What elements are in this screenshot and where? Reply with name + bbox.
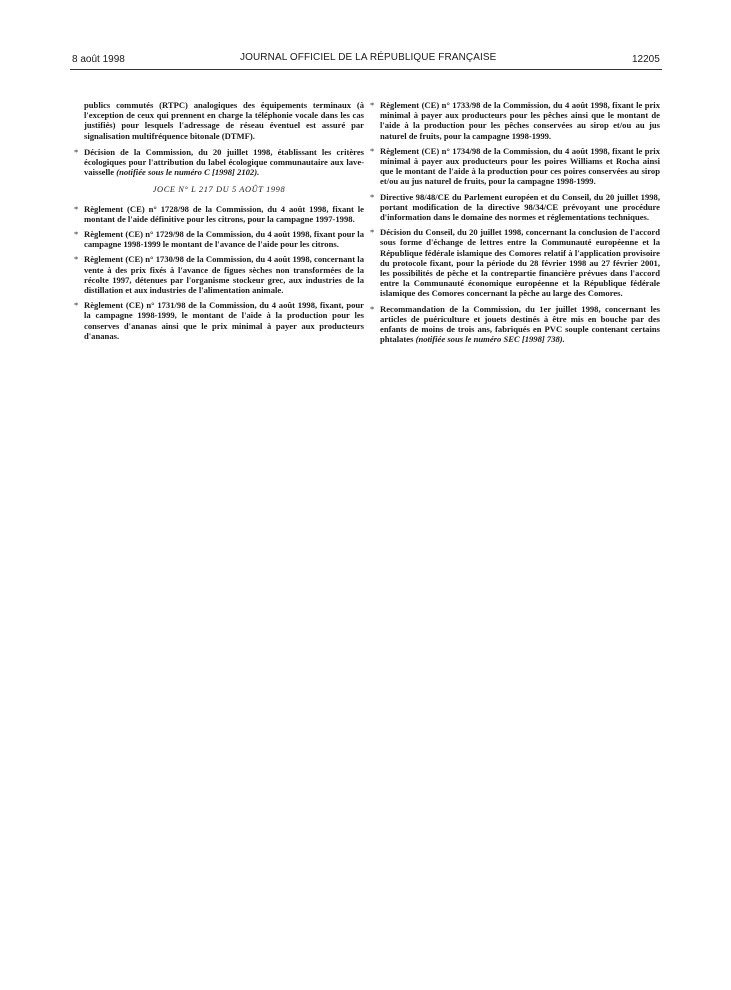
bullet-asterisk: *: [370, 303, 375, 314]
entry-note: (notifiée sous le numéro C [1998] 2102).: [116, 167, 260, 178]
page-header: [0, 52, 731, 68]
bullet-asterisk: *: [74, 254, 79, 265]
bullet-asterisk: *: [74, 229, 79, 240]
entry-text: Règlement (CE) n° 1730/98 de la Commission, du 4 août 1998, concernant la vente à des prix fixés à l'avance de figues sèches non transformées de la récolte 1997, détenues par l'organisme stockeur grec, aux industries de la distillation et aux industries de l'alimentation animale.: [84, 254, 364, 296]
joce-heading: JOCE N° L 217 DU 5 AOÛT 1998: [152, 185, 286, 195]
list-item: [370, 192, 660, 223]
bullet-asterisk: *: [370, 227, 375, 238]
entry-text: Directive 98/48/CE du Parlement européen et du Conseil, du 20 juillet 1998, portant modification de la directive 98/34/CE prévoyant une procédure d'information dans le domaine des normes et réglementations techniques.: [380, 191, 660, 223]
list-item: [370, 100, 660, 141]
entry-note: (notifiée sous le numéro SEC [1998] 738).: [415, 334, 565, 345]
entry-text: Décision du Conseil, du 20 juillet 1998, concernant la conclusion de l'accord sous forme d'échange de lettres entre la Communauté européenne et la République fédérale islamique des Comores relatif à l'application provisoire du protocole fixant, pour la période du 28 février 1998 au 27 février 2001, les possibilités de pêche et la contrepartie financière prévues dans l'accord entre la Communauté économique européenne et la République fédérale islamique des Comores concernant la pêche au large des Comores.: [380, 227, 660, 299]
header-date: 8 août 1998: [72, 54, 125, 65]
bullet-asterisk: *: [370, 145, 375, 156]
continuation-text: publics commutés (RTPC) analogiques des équipements terminaux (à l'exception de ceux qui prennent en charge la téléphonie vocale dans les cas justifiés) pour lesquels l'adressage de réseau éventuel est assuré par signalisation multifréquence bitonale (DTMF).: [84, 100, 364, 141]
list-item: [74, 300, 364, 341]
bullet-asterisk: *: [74, 203, 79, 214]
entry-text: Règlement (CE) n° 1734/98 de la Commission, du 4 août 1998, fixant le prix minimal à payer aux producteurs pour les poires Williams et Rocha ainsi que le montant de l'aide à la production pour ces poires conservées au sirop et/ou au jus naturel de fruits, pour la campagne 1998-1999.: [380, 145, 660, 187]
bullet-asterisk: *: [74, 146, 79, 157]
list-item: [370, 146, 660, 187]
bullet-asterisk: *: [370, 191, 375, 202]
entry-text: Décision de la Commission, du 20 juillet 1998, établissant les critères écologiques pour l'attribution du label écologique communautaire aux lave-vaisselle: [84, 146, 364, 178]
list-item: [74, 147, 364, 178]
bullet-asterisk: *: [370, 100, 375, 110]
list-item: [74, 254, 364, 295]
entry-text: Règlement (CE) n° 1731/98 de la Commission, du 4 août 1998, fixant, pour la campagne 1998-1999, le montant de l'aide à la production pour les conserves d'ananas ainsi que le prix minimal à payer aux producteurs d'ananas.: [84, 300, 364, 341]
list-item: [74, 229, 364, 249]
bullet-asterisk: *: [74, 300, 79, 311]
entry-text: Règlement (CE) n° 1728/98 de la Commission, du 4 août 1998, fixant le montant de l'aide définitive pour les citrons, pour la campagne 1997-1998.: [84, 203, 364, 224]
journal-title: JOURNAL OFFICIEL DE LA RÉPUBLIQUE FRANÇAISE: [240, 52, 497, 63]
right-column: [370, 100, 660, 349]
entry-text: Règlement (CE) n° 1729/98 de la Commission, du 4 août 1998, fixant pour la campagne 1998-1999 le montant de l'avance de l'aide pour les citrons.: [84, 229, 364, 250]
list-item: [370, 304, 660, 345]
list-item: [74, 204, 364, 224]
entry-text: Règlement (CE) n° 1733/98 de la Commission, du 4 août 1998, fixant le prix minimal à payer aux producteurs pour les pêches ainsi que le montant de l'aide à la production pour les pêches conservées au sirop et/ou au jus naturel de fruits, pour la campagne 1998-1999.: [380, 100, 660, 141]
header-rule: [70, 69, 662, 70]
list-item: [370, 227, 660, 298]
left-column: [74, 100, 364, 346]
page-number: 12205: [632, 54, 660, 65]
entry-text: Recommandation de la Commission, du 1er juillet 1998, concernant les articles de puériculture et jouets destinés à être mis en bouche par des enfants de moins de trois ans, fabriqués en PVC souple contenant certains phtalates: [380, 303, 660, 345]
